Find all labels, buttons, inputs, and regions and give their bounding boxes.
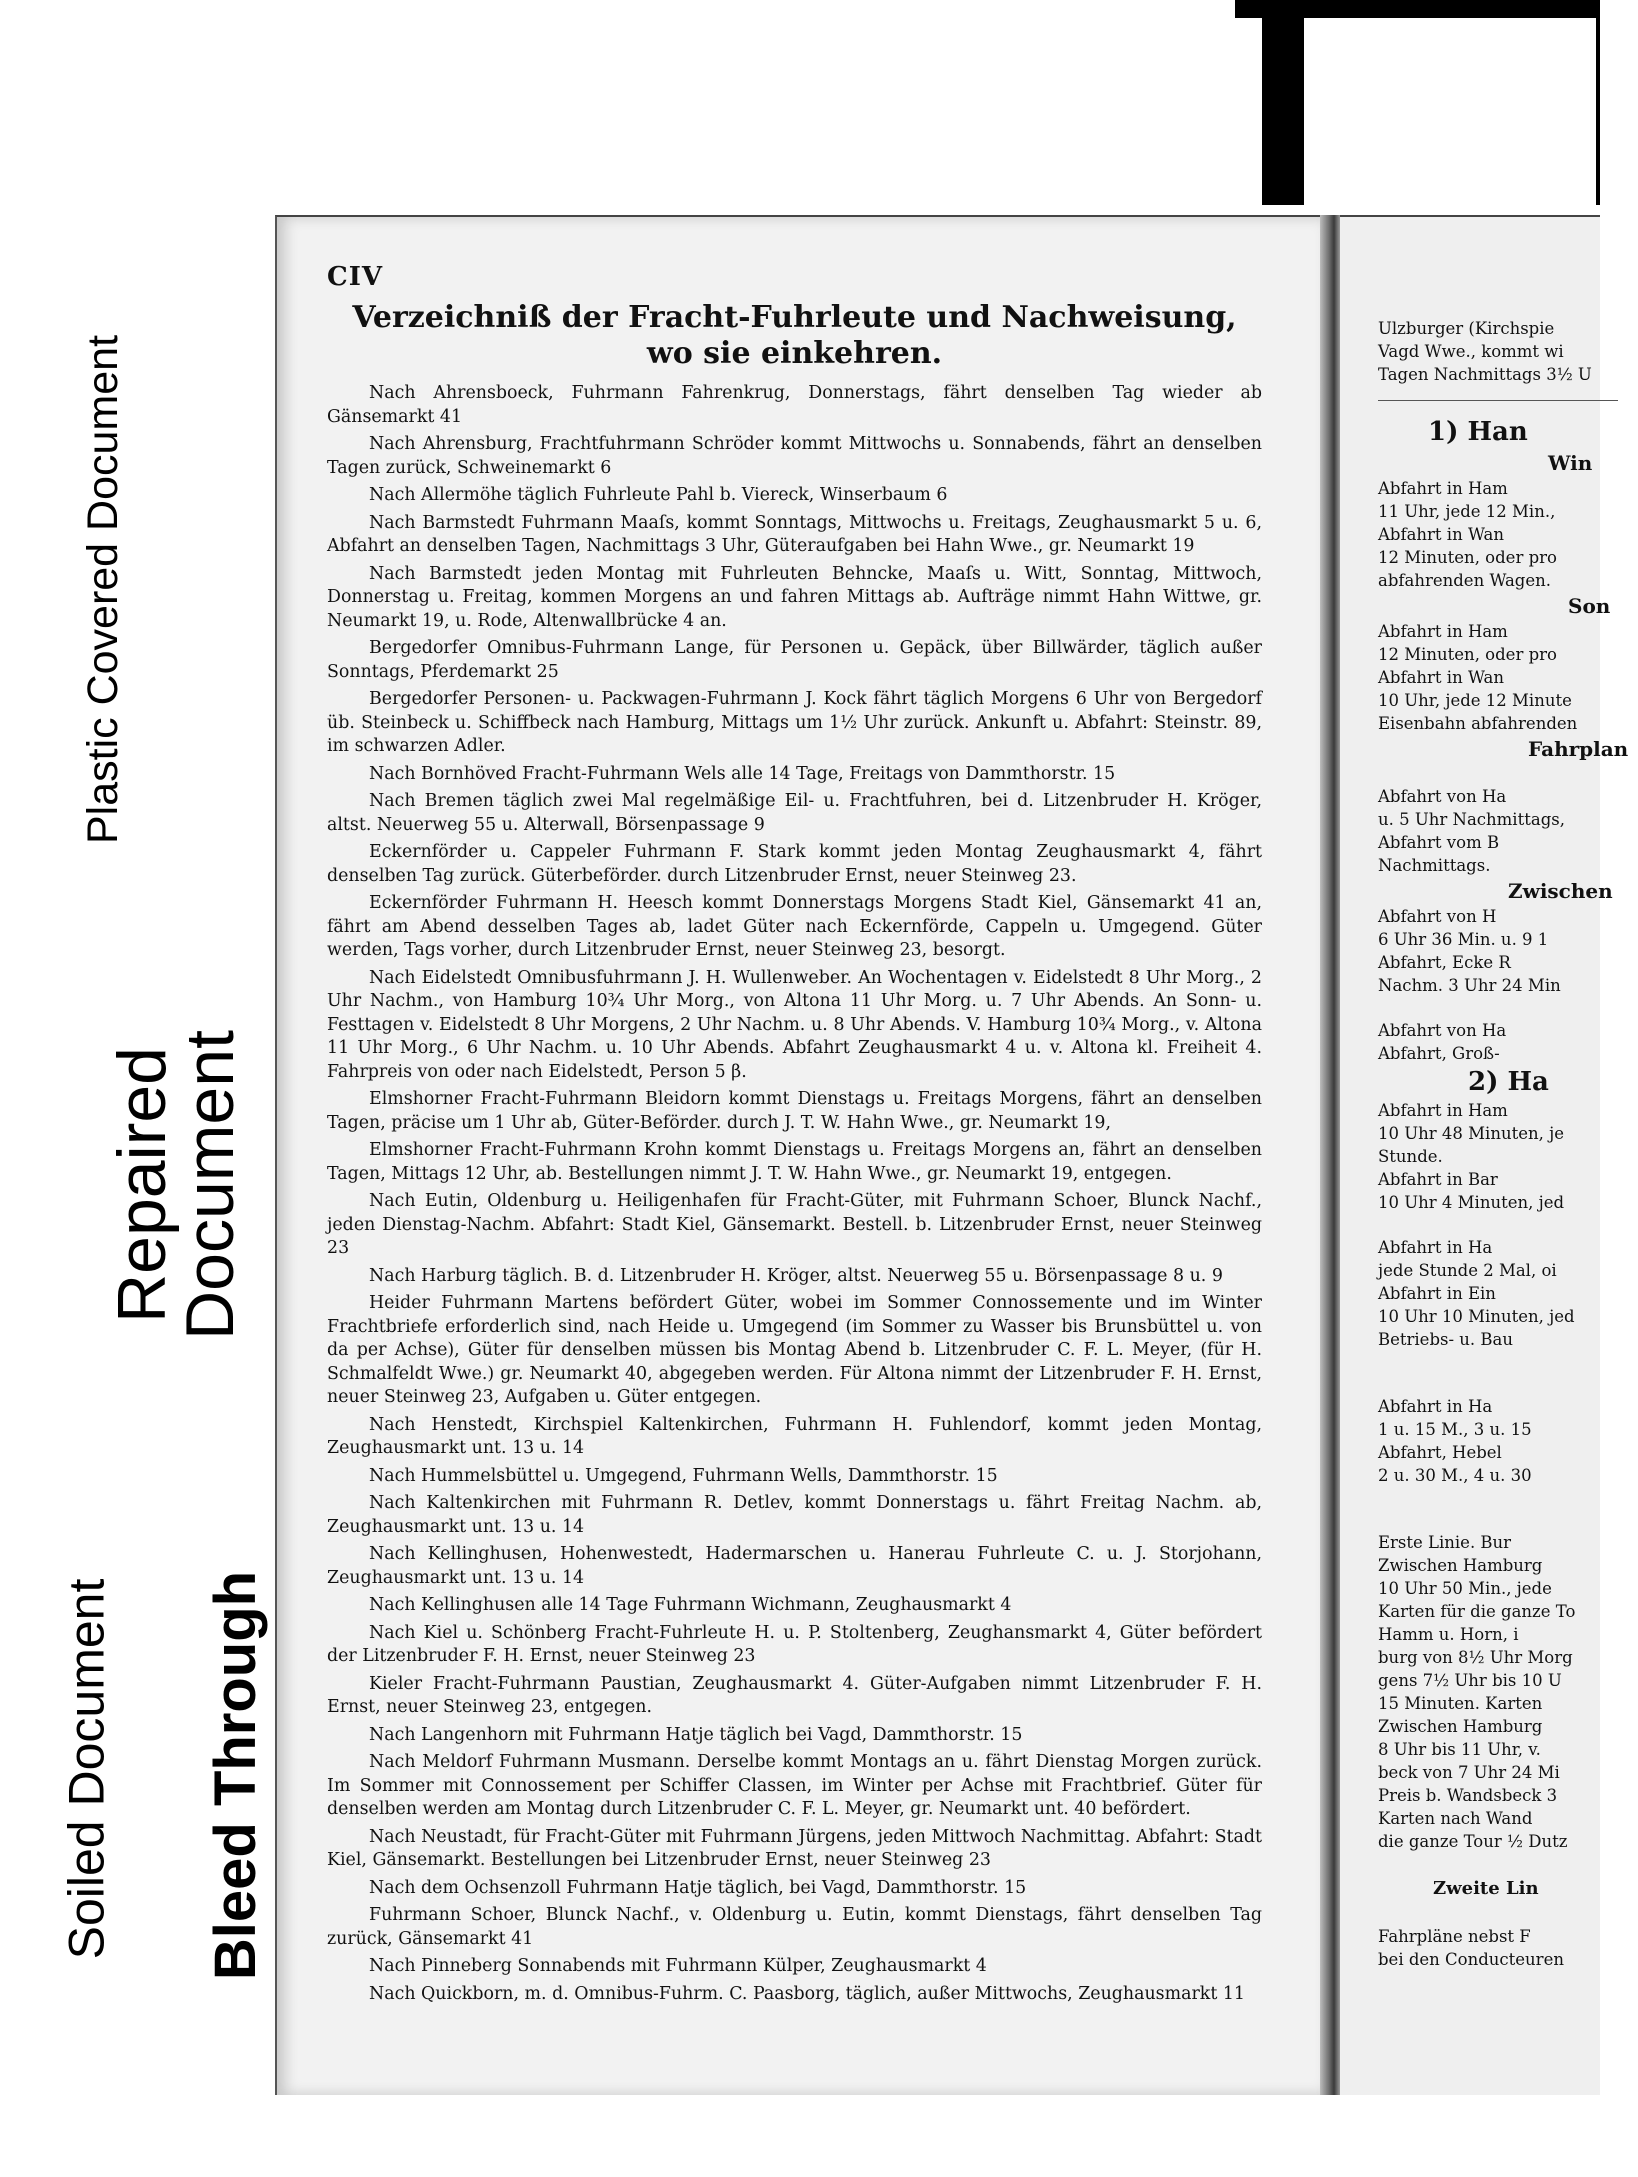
facing-line: Fahrpläne nebst F bbox=[1378, 1927, 1531, 1946]
facing-line: Abfahrt in Ham bbox=[1378, 622, 1508, 641]
border-bar-thin bbox=[1596, 0, 1600, 205]
entry-6: Bergedorfer Omnibus-Fuhrmann Lange, für Personen u. Gepäck, über Billwärder, täglich außer Sonntags, Pferdemarkt 25 bbox=[327, 638, 1262, 682]
facing-heading-1: 1) Han bbox=[1428, 417, 1528, 447]
entry-28: Nach dem Ochsenzoll Fuhrmann Hatje täglich, bei Vagd, Dammthorstr. 15 bbox=[369, 1877, 1027, 1898]
facing-line: Abfahrt in Wan bbox=[1378, 525, 1504, 544]
facing-block-j bbox=[1378, 1531, 1638, 1853]
facing-sub-2: Son bbox=[1568, 594, 1611, 618]
facing-block-k bbox=[1378, 1925, 1638, 1971]
entry-29: Fuhrmann Schoer, Blunck Nachf., v. Oldenburg u. Eutin, kommt Dienstags, fährt denselben Tag zurück, Gänsemarkt 41 bbox=[327, 1905, 1262, 1949]
facing-block-c bbox=[1378, 620, 1638, 735]
facing-block-b bbox=[1378, 477, 1638, 592]
entry-24: Kieler Fracht-Fuhrmann Paustian, Zeughausmarkt 4. Güter-Aufgaben nimmt Litzenbruder F. H. Ernst, neuer Steinweg 23, entgegen. bbox=[327, 1673, 1262, 1717]
facing-line: Zwischen Hamburg bbox=[1378, 1717, 1543, 1736]
entry-27: Nach Neustadt, für Fracht-Güter mit Fuhrmann Jürgens, jeden Mittwoch Nachmittag. Abfahrt: Stadt Kiel, Gänsemarkt. Bestellungen bei Litzenbruder Ernst, neuer Steinweg 23 bbox=[327, 1826, 1262, 1870]
entry-list bbox=[327, 382, 1262, 2006]
facing-line: Betriebs- u. Bau bbox=[1378, 1330, 1514, 1349]
facing-line: Karten für die ganze To bbox=[1378, 1602, 1576, 1621]
facing-line: Abfahrt, Ecke R bbox=[1378, 953, 1511, 972]
label-plastic-text: Plastic Covered Document bbox=[79, 334, 128, 844]
border-bar-vertical bbox=[1262, 0, 1304, 205]
facing-heading-2: 2) Ha bbox=[1468, 1067, 1549, 1097]
page-title-line1: Verzeichniß der Fracht-Fuhrleute und Nachweisung, bbox=[352, 300, 1237, 335]
entry-2: Nach Ahrensburg, Frachtfuhrmann Schröder kommt Mittwochs u. Sonnabends, fährt an denselben Tagen zurück, Schweinemarkt 6 bbox=[327, 434, 1262, 478]
entry-22: Nach Kellinghusen alle 14 Tage Fuhrmann Wichmann, Zeughausmarkt 4 bbox=[369, 1595, 1012, 1615]
entry-8: Nach Bornhöved Fracht-Fuhrmann Wels alle 14 Tage, Freitags von Dammthorstr. 15 bbox=[369, 763, 1116, 784]
label-bleed-text: Bleed Through bbox=[203, 1570, 269, 1980]
entry-21: Nach Kellinghusen, Hohenwestedt, Hadermarschen u. Hanerau Fuhrleute C. u. J. Storjohann, Zeughausmarkt unt. 13 u. 14 bbox=[327, 1544, 1262, 1588]
facing-line: Abfahrt in Bar bbox=[1378, 1170, 1498, 1189]
entry-19: Nach Hummelsbüttel u. Umgegend, Fuhrmann Wells, Dammthorstr. 15 bbox=[369, 1465, 998, 1486]
label-repaired-document bbox=[72, 950, 280, 1420]
facing-line: Nachm. 3 Uhr 24 Min bbox=[1378, 976, 1561, 995]
facing-line: beck von 7 Uhr 24 Mi bbox=[1378, 1763, 1560, 1782]
entry-9: Nach Bremen täglich zwei Mal regelmäßige Eil- u. Frachtfuhren, bei d. Litzenbruder H. Kröger, altst. Neuerweg 55 u. Alterwall, Börsenpassage 9 bbox=[327, 791, 1262, 835]
entry-23: Nach Kiel u. Schönberg Fracht-Fuhrleute H. u. P. Stoltenberg, Zeughansmarkt 4, Güter befördert der Litzenbruder F. H. Ernst, neuer Steinweg 23 bbox=[327, 1622, 1262, 1666]
facing-line: 11 Uhr, jede 12 Min., bbox=[1378, 502, 1556, 521]
facing-line: Abfahrt in Ha bbox=[1378, 1238, 1493, 1257]
facing-line: Vagd Wwe., kommt wi bbox=[1378, 342, 1564, 361]
facing-block-a bbox=[1378, 317, 1638, 386]
facing-line: Abfahrt in Ham bbox=[1378, 1101, 1508, 1120]
facing-line: 10 Uhr, jede 12 Minute bbox=[1378, 691, 1572, 710]
entry-25: Nach Langenhorn mit Fuhrmann Hatje täglich bei Vagd, Dammthorstr. 15 bbox=[369, 1724, 1023, 1745]
page-text bbox=[327, 262, 1262, 2010]
facing-block-i bbox=[1378, 1395, 1638, 1487]
entry-4: Nach Barmstedt Fuhrmann Maaſs, kommt Sonntags, Mittwochs u. Freitags, Zeughausmarkt 5 u. 6, Abfahrt an denselben Tagen, Nachmittags 3 Uhr, Güteraufgaben bei Hahn Wwe., gr. Neumarkt 19 bbox=[327, 512, 1262, 556]
label-soiled-document bbox=[40, 1470, 132, 2068]
facing-line: Hamm u. Horn, i bbox=[1378, 1625, 1519, 1644]
facing-page-text bbox=[1378, 317, 1638, 1971]
facing-line: Karten nach Wand bbox=[1378, 1809, 1533, 1828]
entry-13: Elmshorner Fracht-Fuhrmann Bleidorn kommt Dienstags u. Freitags Morgens, fährt an denselben Tagen, präcise um 1 Uhr ab, Güter-Beförder. durch J. T. W. Hahn Wwe., gr. Neumarkt 19, bbox=[327, 1089, 1262, 1133]
label-bleed-through bbox=[192, 1495, 280, 2055]
entry-10: Eckernförder u. Cappeler Fuhrmann F. Stark kommt jeden Montag Zeughausmarkt 4, fährt denselben Tag zurück. Güterbeförder. durch Litzenbruder Ernst, neuer Steinweg 23. bbox=[327, 842, 1262, 886]
facing-sub-1: Win bbox=[1548, 451, 1593, 475]
entry-7: Bergedorfer Personen- u. Packwagen-Fuhrmann J. Kock fährt täglich Morgens 6 Uhr von Bergedorf üb. Steinbeck u. Schiffbeck nach Hamburg, Mittags um 1½ Uhr zurück. Ankunft u. Abfahrt: Steinstr. 89, im schwarzen Adler. bbox=[327, 689, 1262, 756]
entry-1: Nach Ahrensboeck, Fuhrmann Fahrenkrug, Donnerstags, fährt denselben Tag wieder ab Gänsemarkt 41 bbox=[327, 383, 1262, 427]
facing-line: 8 Uhr bis 11 Uhr, v. bbox=[1378, 1740, 1541, 1759]
entry-3: Nach Allermöhe täglich Fuhrleute Pahl b. Viereck, Winserbaum 6 bbox=[369, 485, 948, 505]
entry-14: Elmshorner Fracht-Fuhrmann Krohn kommt Dienstags u. Freitags Morgens an, fährt an denselben Tagen, Mittags 12 Uhr, ab. Bestellungen nimmt J. T. W. Hahn Wwe., gr. Neumarkt 19, entgegen. bbox=[327, 1140, 1262, 1184]
facing-block-e bbox=[1378, 905, 1638, 997]
facing-line: 2 u. 30 M., 4 u. 30 bbox=[1378, 1466, 1532, 1485]
facing-line: bei den Conducteuren bbox=[1378, 1950, 1564, 1969]
facing-line: Eisenbahn abfahrenden bbox=[1378, 714, 1578, 733]
entry-12: Nach Eidelstedt Omnibusfuhrmann J. H. Wullenweber. An Wochentagen v. Eidelstedt 8 Uhr Morg., 2 Uhr Nachm., von Hamburg 10¾ Uhr Morg., von Altona 11 Uhr Morg. u. 7 Uhr Abends. An Sonn- u. Festtagen v. Eidelstedt 8 Uhr Morgens, 2 Uhr Nachm. u. 8 Uhr Abends. V. Hamburg 10¾ Morg., v. Altona 11 Uhr Morg., 6 Uhr Nachm. u. 10 Uhr Abends. Abfahrt Zeughausmarkt 4 u. v. Altona kl. Freiheit 4. Fahrpreis von oder nach Eidelstedt, Person 5 β. bbox=[327, 967, 1262, 1082]
entry-15: Nach Eutin, Oldenburg u. Heiligenhafen für Fracht-Güter, mit Fuhrmann Schoer, Blunck Nachf., jeden Dienstag-Nachm. Abfahrt: Stadt Kiel, Gänsemarkt. Bestell. b. Litzenbruder Ernst, neuer Steinweg 23 bbox=[327, 1191, 1262, 1258]
entry-30: Nach Pinneberg Sonnabends mit Fuhrmann Külper, Zeughausmarkt 4 bbox=[369, 1956, 987, 1976]
facing-line: 10 Uhr 50 Min., jede bbox=[1378, 1579, 1552, 1598]
facing-line: Abfahrt in Wan bbox=[1378, 668, 1504, 687]
entry-16: Nach Harburg täglich. B. d. Litzenbruder H. Kröger, altst. Neuerweg 55 u. Börsenpassage 8 u. 9 bbox=[369, 1265, 1223, 1286]
facing-line: Ulzburger (Kirchspie bbox=[1378, 319, 1555, 338]
facing-line: burg von 8½ Uhr Morg bbox=[1378, 1648, 1573, 1667]
facing-line: die ganze Tour ½ Dutz bbox=[1378, 1832, 1568, 1851]
page-title-line2: wo sie einkehren. bbox=[646, 336, 943, 371]
entry-31: Nach Quickborn, m. d. Omnibus-Fuhrm. C. Paasborg, täglich, außer Mittwochs, Zeughausmarkt 11 bbox=[369, 1983, 1245, 2004]
facing-line: Abfahrt in Ham bbox=[1378, 479, 1508, 498]
facing-line: jede Stunde 2 Mal, oi bbox=[1378, 1261, 1557, 1280]
page-gutter bbox=[1320, 215, 1340, 2095]
label-soiled-text: Soiled Document bbox=[58, 1578, 115, 1960]
facing-sub-3: Fahrplan bbox=[1528, 737, 1629, 761]
facing-line: Abfahrt von Ha bbox=[1378, 787, 1507, 806]
facing-line: 12 Minuten, oder pro bbox=[1378, 645, 1557, 664]
facing-block-d bbox=[1378, 785, 1638, 877]
facing-line: Abfahrt, Groß- bbox=[1378, 1044, 1500, 1063]
document-page bbox=[275, 215, 1320, 2095]
facing-line: Tagen Nachmittags 3½ U bbox=[1378, 365, 1592, 384]
facing-line: 12 Minuten, oder pro bbox=[1378, 548, 1557, 567]
facing-line: Nachmittags. bbox=[1378, 856, 1491, 875]
facing-line: Stunde. bbox=[1378, 1147, 1443, 1166]
entry-11: Eckernförder Fuhrmann H. Heesch kommt Donnerstags Morgens Stadt Kiel, Gänsemarkt 41 an, fährt am Abend desselben Tages ab, ladet Güter nach Eckernförde, Cappeln u. Umgegend. Güter werden, Tags vorher, durch Litzenbruder Ernst, neuer Steinweg 23, besorgt. bbox=[327, 893, 1262, 960]
facing-page bbox=[1340, 215, 1629, 2095]
facing-line: Abfahrt, Hebel bbox=[1378, 1443, 1502, 1462]
entry-20: Nach Kaltenkirchen mit Fuhrmann R. Detlev, kommt Donnerstags u. fährt Freitag Nachm. ab, Zeughausmarkt unt. 13 u. 14 bbox=[327, 1493, 1262, 1537]
entry-18: Nach Henstedt, Kirchspiel Kaltenkirchen, Fuhrmann H. Fuhlendorf, kommt jeden Montag, Zeughausmarkt unt. 13 u. 14 bbox=[327, 1414, 1262, 1458]
page-title bbox=[327, 300, 1262, 372]
label-repaired-line1: Repaired bbox=[104, 1047, 181, 1323]
entry-17: Heider Fuhrmann Martens befördert Güter, wobei im Sommer Connossemente und im Winter Frachtbriefe erforderlich sind, nach Heide u. Umgegend (im Sommer zu Wasser bis Brunsbüttel u. von da per Achse), Güter für denselben müssen bis Montag Abend b. Litzenbruder C. F. L. Meyer, (für H. Schmalfeldt Wwe.) gr. Neumarkt 40, abgegeben werden. Für Altona nimmt der Litzenbruder F. H. Ernst, neuer Steinweg 23, Aufgaben u. Güter entgegen. bbox=[327, 1293, 1262, 1407]
label-plastic-covered bbox=[58, 280, 150, 898]
facing-line: Abfahrt von H bbox=[1378, 907, 1497, 926]
label-repaired-line2: Document bbox=[172, 1030, 249, 1340]
facing-line: abfahrenden Wagen. bbox=[1378, 571, 1552, 590]
facing-block-g bbox=[1378, 1099, 1638, 1214]
facing-line: Abfahrt in Ein bbox=[1378, 1284, 1496, 1303]
facing-line: Abfahrt vom B bbox=[1378, 833, 1500, 852]
facing-line: 1 u. 15 M., 3 u. 15 bbox=[1378, 1420, 1532, 1439]
facing-sub-4: Zwischen bbox=[1508, 879, 1613, 903]
facing-line: gens 7½ Uhr bis 10 U bbox=[1378, 1671, 1562, 1690]
facing-line: 10 Uhr 4 Minuten, jed bbox=[1378, 1193, 1565, 1212]
facing-line: Abfahrt von Ha bbox=[1378, 1021, 1507, 1040]
facing-line: 6 Uhr 36 Min. u. 9 1 bbox=[1378, 930, 1549, 949]
facing-divider bbox=[1378, 400, 1618, 401]
facing-line: u. 5 Uhr Nachmittags, bbox=[1378, 810, 1565, 829]
entry-26: Nach Meldorf Fuhrmann Musmann. Derselbe kommt Montags an u. fährt Dienstag Morgen zurück. Im Sommer mit Connossement per Schiffer Classen, im Winter per Achse mit Frachtbrief. Güter für denselben werden am Montag durch Litzenbruder C. F. L. Meyer, gr. Neumarkt unt. 40 befördert. bbox=[327, 1752, 1262, 1819]
facing-line: 10 Uhr 10 Minuten, jed bbox=[1378, 1307, 1575, 1326]
facing-line: Erste Linie. Bur bbox=[1378, 1533, 1512, 1552]
facing-line: Abfahrt in Ha bbox=[1378, 1397, 1493, 1416]
facing-line: Preis b. Wandsbeck 3 bbox=[1378, 1786, 1558, 1805]
facing-block-f bbox=[1378, 1019, 1638, 1065]
facing-heading-3: Zweite Lin bbox=[1433, 1878, 1539, 1899]
page-number: CIV bbox=[327, 262, 384, 292]
facing-line: 15 Minuten. Karten bbox=[1378, 1694, 1543, 1713]
facing-line: 10 Uhr 48 Minuten, je bbox=[1378, 1124, 1564, 1143]
facing-line: Zwischen Hamburg bbox=[1378, 1556, 1543, 1575]
entry-5: Nach Barmstedt jeden Montag mit Fuhrleuten Behncke, Maaſs u. Witt, Sonntag, Mittwoch, Donnerstag u. Freitag, kommen Morgens an und fahren Mittags ab. Aufträge nimmt Hahn Wittwe, gr. Neumarkt 19, u. Rode, Altenwallbrücke 4 an. bbox=[327, 563, 1262, 631]
facing-block-h bbox=[1378, 1236, 1638, 1351]
